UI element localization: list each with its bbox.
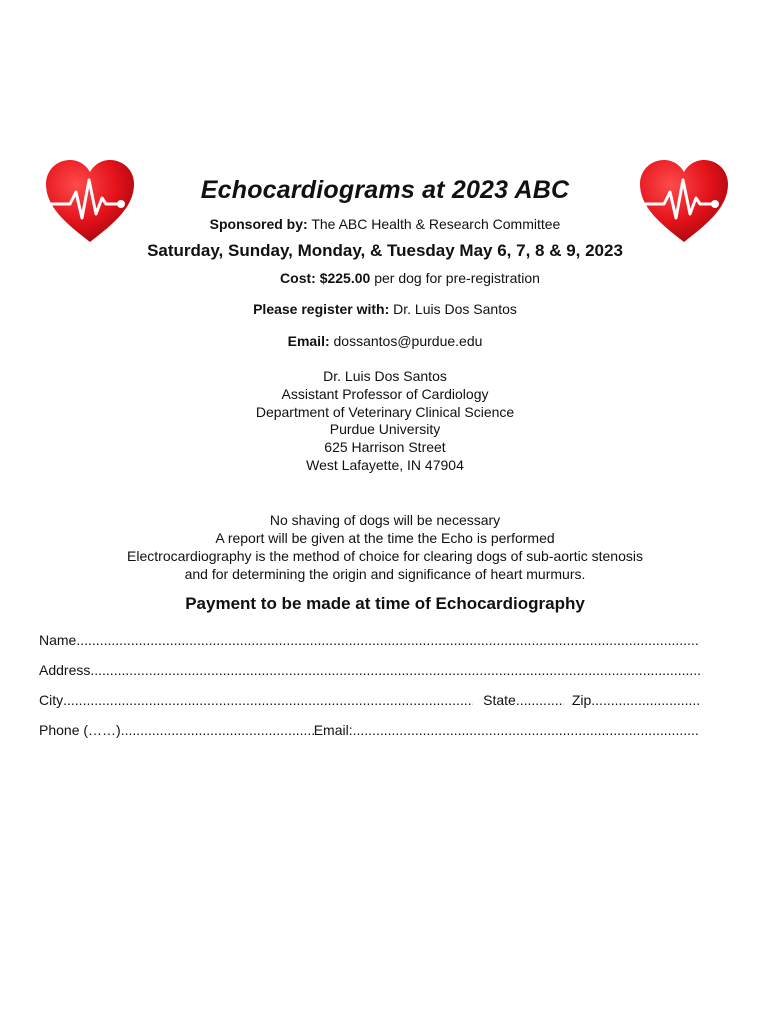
cost-value: per dog for pre-registration [370,270,540,286]
register-label: Please register with: [253,301,390,317]
cost-label: Cost: $225.00 [280,270,371,286]
sponsor-label: Sponsored by: [209,216,308,232]
page-title: Echocardiograms at 2023 ABC [200,176,570,204]
address-line: Purdue University [329,421,441,438]
address-blank[interactable] [90,662,700,678]
email-value[interactable]: dossantos@purdue.edu [329,333,483,349]
phone-email-row [39,722,700,738]
note-line: and for determining the origin and significance of heart murmurs. [184,566,586,582]
register-value: Dr. Luis Dos Santos [389,301,517,317]
city-state-zip-row [39,692,700,708]
address-line: 625 Harrison Street [324,439,446,456]
contact-address [0,368,770,475]
city-label: City [39,692,64,708]
address-line: Dr. Luis Dos Santos [323,368,447,384]
note-line: No shaving of dogs will be necessary [269,512,501,528]
city-blank[interactable] [63,692,473,708]
zip-label: Zip [571,692,592,708]
register-line [0,301,770,317]
cost-line [0,270,770,286]
address-line: Assistant Professor of Cardiology [281,385,489,402]
email-line [0,333,770,349]
name-blank[interactable] [76,632,700,648]
state-blank[interactable] [516,692,564,708]
event-dates: Saturday, Sunday, Monday, & Tuesday May 6, 7, 8 & 9, 2023 [147,241,623,260]
phone-label: Phone (……) [39,722,121,738]
address-line: Department of Veterinary Clinical Science [255,403,515,420]
name-label: Name [39,632,77,648]
note-line: Electrocardiography is the method of choice for clearing dogs of sub-aortic stenosis [127,548,643,564]
form-email-label: Email: [313,722,353,738]
sponsor-line [0,216,770,232]
email-blank[interactable] [353,722,700,738]
address-line: West Lafayette, IN 47904 [306,456,464,473]
state-label: State [483,692,516,708]
note-line: A report will be given at the time the Echo is performed [215,530,555,546]
zip-blank[interactable] [591,692,700,708]
notes [0,511,770,583]
phone-blank[interactable] [121,722,314,738]
name-field[interactable] [39,632,700,648]
sponsor-value: The ABC Health & Research Committee [307,216,561,232]
address-field[interactable] [39,662,700,678]
payment-heading: Payment to be made at time of Echocardiography [185,594,585,613]
email-label: Email: [287,333,330,349]
address-label: Address [39,662,91,678]
